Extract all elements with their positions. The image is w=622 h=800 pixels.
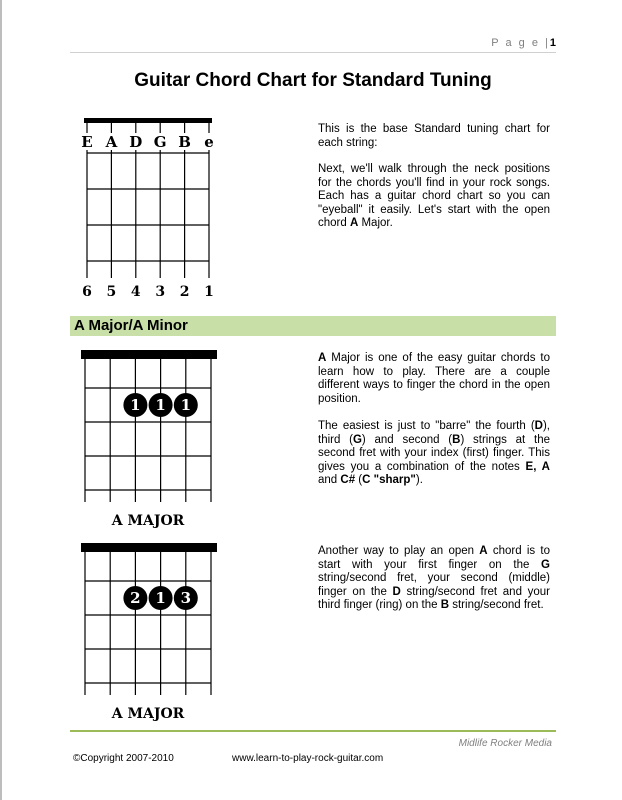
intro-text-2: Next, we'll walk through the neck positions for the chords you'll find in your rock songs. Each has a guitar chord chart so you can "eyeball" it easily. Let's start with the open chord A Major. (318, 163, 550, 229)
chord-diagram-a-major-fingered (78, 543, 220, 723)
string-number-label: 1 (204, 284, 214, 300)
page-edge (0, 0, 2, 800)
finger-number: 1 (130, 396, 141, 414)
finger-number: 1 (180, 396, 192, 414)
header-rule (70, 52, 556, 53)
page-number: P a g e |1 (491, 37, 556, 49)
chord-desc-1: A Major is one of the easy guitar chords to learn how to play. There are a couple different ways to finger the chord in the open position. (318, 352, 550, 405)
document-title: Guitar Chord Chart for Standard Tuning (134, 70, 492, 91)
string-name-label: B (178, 133, 191, 151)
string-number-label: 5 (106, 284, 117, 300)
finger-number: 2 (130, 589, 141, 607)
footer-brand: Midlife Rocker Media (458, 738, 552, 749)
chord-nut (81, 350, 217, 359)
finger-number: 3 (180, 589, 192, 607)
chord-nut (81, 543, 217, 552)
chord-strings (85, 359, 211, 502)
footer-copyright: ©Copyright 2007-2010 (73, 753, 174, 764)
finger-number: 1 (155, 589, 166, 607)
chord-label: A MAJOR (111, 513, 185, 529)
chord-diagram-a-major-barre (78, 350, 220, 530)
string-name-label: E (81, 133, 93, 151)
section-header (70, 316, 556, 336)
footer-rule (70, 730, 556, 732)
footer-url[interactable]: www.learn-to-play-rock-guitar.com (232, 753, 384, 764)
string-name-label: D (129, 133, 143, 151)
string-number-label: 6 (82, 284, 92, 300)
section-title: A Major/A Minor (74, 317, 188, 334)
tuning-nut (84, 118, 212, 123)
tuning-frets (87, 153, 209, 261)
string-name-label: e (204, 133, 214, 151)
string-name-label: A (105, 133, 118, 151)
chord-desc-2: The easiest is just to "barre" the fourth (D), third (G) and second (B) strings at the second fret with your index (first) finger. This gives you a combination of the notes E, A and C# (C "sharp"). (318, 420, 550, 486)
finger-number: 1 (155, 396, 166, 414)
intro-text-1: This is the base Standard tuning chart for each string: (318, 123, 550, 149)
chord-desc-3: Another way to play an open A chord is to start with your first finger on the G string/second fret, your second (middle) finger on the D string/second fret and your third finger (ring) on the B string/second fret. (318, 545, 550, 611)
tuning-chart (78, 118, 218, 302)
string-number-label: 4 (130, 284, 141, 300)
string-number-label: 3 (155, 284, 166, 300)
chord-label: A MAJOR (111, 706, 185, 722)
string-name-label: G (153, 133, 167, 151)
chord-strings (85, 552, 211, 695)
string-number-label: 2 (179, 284, 190, 300)
